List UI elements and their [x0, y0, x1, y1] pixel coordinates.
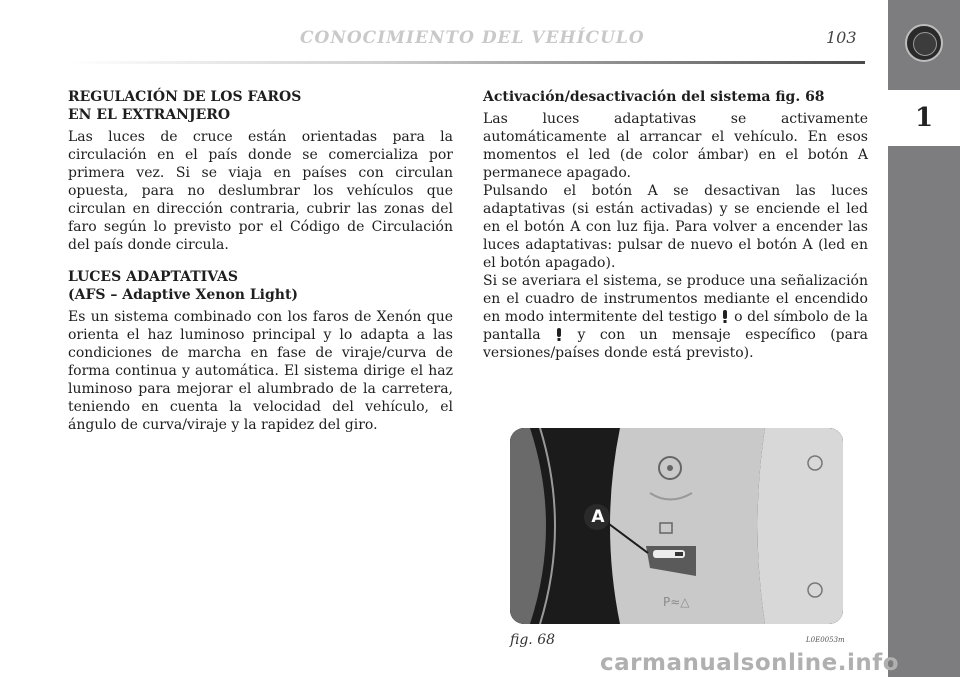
paragraph-activation-2: Pulsando el botón A se desactivan las luces adaptativas (si están activadas) y se enciende el led en el botón A con luz fija. Para volver a encender las luces adaptativas: pulsar de nuevo el botón A (led en el botón apagado). — [483, 183, 868, 271]
paragraph-activation-1: Las luces adaptativas se activamente automáticamente al arrancar el vehículo. En esos momentos el led (de color ámbar) en el botón A permanece apagado. — [483, 111, 868, 181]
page-number: 103 — [826, 28, 857, 47]
afs-warning-icon — [721, 310, 729, 323]
section-heading-adaptive-lights: LUCES ADAPTATIVAS (AFS – Adaptive Xenon Light) — [68, 269, 299, 303]
dashboard-illustration — [510, 428, 843, 624]
figure-code: L0E0053m — [806, 636, 845, 644]
paragraph-headlights-abroad: Las luces de cruce están orientadas para la circulación en el país donde se comercializa por primera vez. Si se viaja en países con circulan opuesta, para no deslumbrar los vehículos que circulan en dirección contraria, cubrir las zonas del faro según lo previsto por el Código de Circulación del país donde circula. — [68, 129, 453, 253]
header-rule — [68, 61, 865, 64]
lancia-logo-icon — [905, 24, 943, 62]
section-number-tab: 1 — [888, 90, 960, 146]
callout-a-label: A — [591, 507, 605, 527]
left-column — [68, 88, 453, 448]
paragraph-adaptive-lights: Es un sistema combinado con los faros de Xenón que orienta el haz luminoso principal y lo adapta a las condiciones de marcha en fase de viraje/curva de forma continua y automática. El sistema dirige el haz luminoso para mejorar el alumbrado de la carretera, teniendo en cuenta la velocidad del vehículo, el ángulo de curva/viraje y la rapidez del giro. — [68, 309, 453, 433]
display-symbol-icon — [555, 328, 563, 341]
watermark-text: carmanualsonline.info — [600, 650, 900, 676]
figure-caption: fig. 68 — [510, 632, 556, 648]
section-sidebar — [888, 0, 960, 677]
section-heading-headlights-abroad: REGULACIÓN DE LOS FAROS EN EL EXTRANJERO — [68, 89, 302, 123]
paragraph-activation-3: Si se averiara el sistema, se produce una señalización en el cuadro de instrumentos mediante el encendido en modo intermitente del testigo o del símbolo de la pantalla y con un mensaje específico (para versiones/países donde está previsto). — [483, 273, 869, 361]
figure-68-photo — [510, 428, 843, 624]
right-column — [483, 88, 868, 362]
svg-text:P≈△: P≈△ — [663, 595, 690, 609]
section-heading-activation: Activación/desactivación del sistema fig. 68 — [483, 89, 825, 105]
page-header-title: CONOCIMIENTO DEL VEHÍCULO — [300, 28, 645, 48]
